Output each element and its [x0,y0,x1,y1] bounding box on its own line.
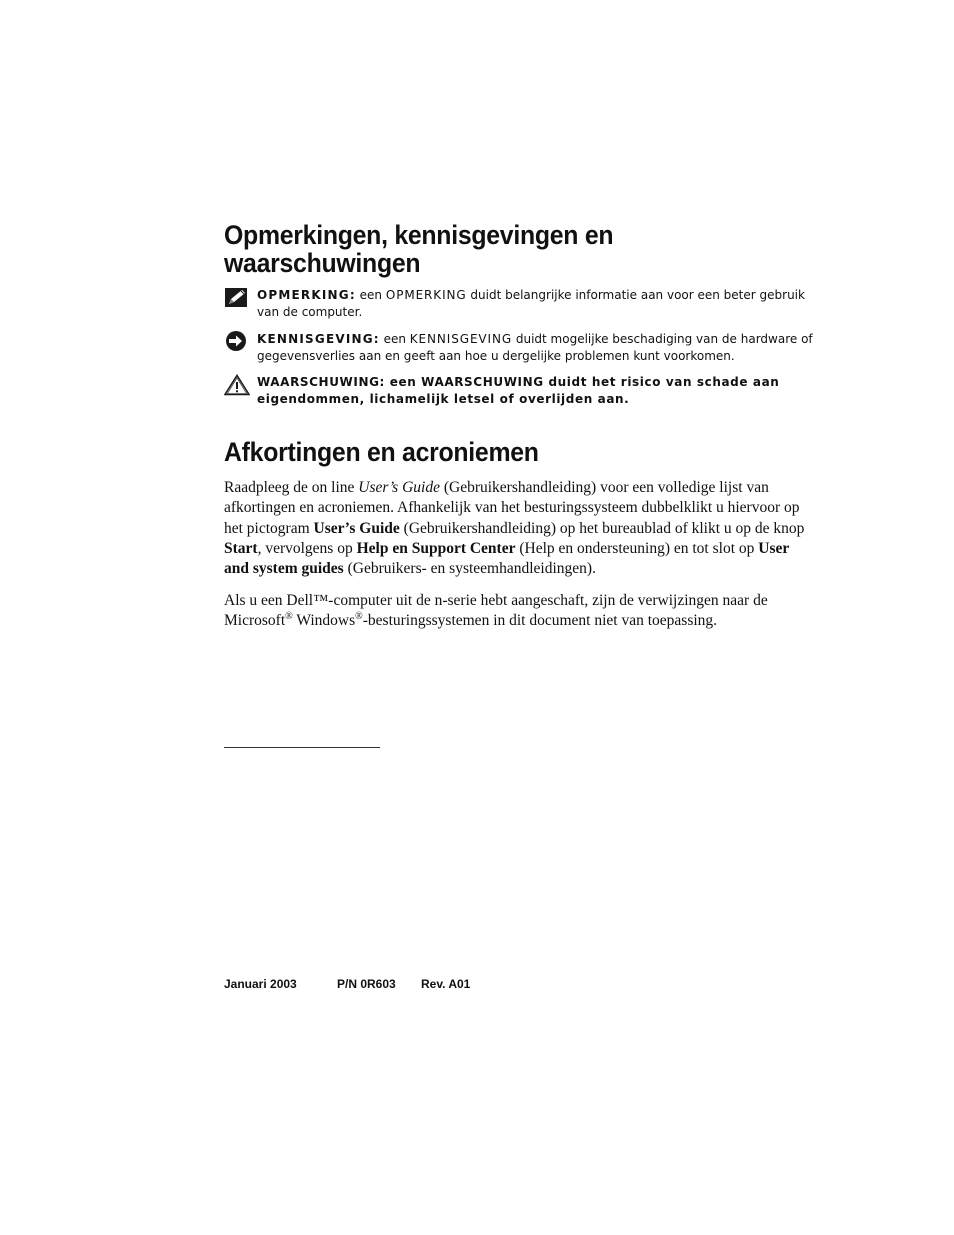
note-text: een [355,288,386,302]
title-line-1: Opmerkingen, kennisgevingen en [224,220,614,250]
warning-text-rest: duidt het risico van schade aan eigendommen, lichamelijk letsel of overlijden aan. [257,375,780,406]
users-guide-icon-name: User’s Guide [313,519,400,537]
notice-text-rest: duidt mogelijke beschadiging van de hardware of gegevensverlies aan en geeft aan hoe u dergelijke problemen kunt voorkomen. [257,332,813,363]
users-guide-title: User’s Guide [358,479,440,496]
footer-date: Januari 2003 [224,977,297,991]
text-run: -besturingssystemen in dit document niet van toepassing. [362,612,718,630]
notice-arrow-icon [224,331,250,353]
text-run: , vervolgens op [257,539,357,557]
note-kennisgeving [224,331,814,365]
paragraph-n-series [224,591,816,632]
notice-text: een [379,332,410,346]
note-opmerking [224,287,814,321]
paragraph-abbreviations [224,478,816,579]
notice-caps: KENNISGEVING [409,332,513,346]
start-button-name: Start [224,539,258,557]
note-pencil-icon [224,287,250,309]
text-run: (Gebruikers- en systeemhandleidingen). [343,560,596,578]
warning-text: een [384,375,422,389]
warning-triangle-icon [224,374,250,396]
warning-caps: WAARSCHUWING [421,375,544,389]
help-support-center-name: Help en Support Center [356,539,516,557]
user-system-guides-name: User and system guides [224,539,789,578]
footer-part-number: P/N 0R603 [337,977,396,991]
text-run: (Gebruikershandleiding) op het bureaublad of klikt u op de knop [399,519,805,537]
section-title-abbreviations: Afkortingen en acroniemen [224,437,539,467]
warning-label: WAARSCHUWING: [257,375,385,389]
registered-mark: ® [285,611,293,623]
section-title-notices [224,221,739,277]
footer-revision: Rev. A01 [421,977,471,991]
footnote-divider [224,747,380,748]
text-run: (Gebruikershandleiding) voor een volledige lijst van afkortingen en acroniemen. Afhankelijk van het besturingssysteem dubbelklikt u hiervoor op het pictogram [224,479,800,537]
notice-label: KENNISGEVING: [257,332,380,346]
title-line-2: waarschuwingen [224,248,421,278]
note-label: OPMERKING: [257,288,356,302]
note-waarschuwing [224,374,814,408]
note-caps: OPMERKING [385,288,467,302]
text-run: Raadpleeg de on line [224,479,359,496]
text-run: Windows [292,612,356,630]
text-run: Als u een Dell™-computer uit de n-serie hebt aangeschaft, zijn de verwijzingen naar de Microsoft [224,592,768,630]
note-text-rest: duidt belangrijke informatie aan voor een beter gebruik van de computer. [257,288,805,319]
registered-mark: ® [355,611,363,623]
text-run: (Help en ondersteuning) en tot slot op [515,539,759,557]
